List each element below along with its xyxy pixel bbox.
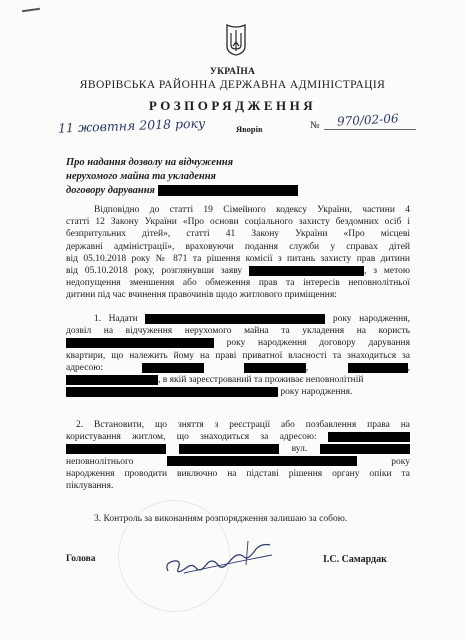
text-line: від 05.10.2018 року № 871 та рішення комісії з питань захисту прав дитини [66, 253, 410, 264]
text-line: квартири, що належить йому на праві приватної власності та знаходиться за [66, 350, 410, 361]
redaction-block [320, 444, 410, 454]
paragraph-point-3: 3. Контроль за виконанням розпорядження залишаю за собою. [94, 514, 348, 524]
text-line [66, 265, 410, 277]
title-line-1: Про надання дозволу на відчуження [66, 157, 234, 168]
text-line [66, 374, 410, 386]
text-line: дитини під час вчинення правочинів щодо житлового приміщення: [66, 290, 337, 301]
text-fragment: неповнолітнього [66, 456, 134, 467]
text-line: дозвіл на відчуження нерухомого майна та укладення на користь [66, 326, 410, 337]
text-line: недопущення зменшення або обмеження прав та інтересів неповнолітньої [66, 278, 410, 289]
text-line: безпритульних дітей», статті 41 Закону України «Про місцеві [66, 229, 410, 240]
title-line-2: нерухомого майна та укладення [66, 171, 216, 182]
text-line: статті 12 Закону України «Про основи соціального захисту бездомних осіб і [66, 217, 410, 228]
redaction-block [328, 432, 410, 442]
signatory-name: І.С. Самардак [323, 554, 387, 565]
scan-artifact-mark [22, 8, 40, 12]
text-fragment: від 05.10.2018 року, розглянувши заяву [66, 266, 243, 277]
handwritten-date: 11 жовтня 2018 року [57, 115, 206, 136]
text-fragment: адресою: [66, 362, 103, 373]
text-line: державні адміністрації», враховуючи подання служби у справах дітей [66, 241, 410, 252]
text-line [66, 337, 410, 349]
signatory-role: Голова [66, 554, 96, 564]
text-fragment: року [391, 456, 410, 467]
text-fragment: , [305, 362, 309, 373]
text-line: народження проводити виключно на підставі рішення органу опіки та [66, 468, 410, 479]
text-fragment: року народження договору дарування [226, 338, 410, 349]
text-line: Відповідно до статті 19 Сімейного кодексу України, частини 4 [94, 205, 410, 215]
redaction-block [244, 362, 309, 373]
text-line: 2. Встановити, що зняття з реєстрації або позбавлення права на [76, 420, 410, 430]
text-fragment: , [407, 362, 410, 373]
text-line: піклування. [66, 481, 114, 492]
country-heading: УКРАЇНА [209, 67, 256, 77]
city-label: Яворів [236, 124, 263, 134]
redaction-block [167, 456, 357, 466]
redaction-block [66, 338, 214, 348]
handwritten-signature [160, 535, 280, 580]
text-fragment: року народження. [280, 387, 353, 398]
text-fragment: 1. Надати [94, 314, 138, 324]
text-line [66, 386, 410, 398]
text-fragment: користування житлом, що знаходиться за адресою: [66, 432, 317, 443]
redaction-block [66, 387, 278, 397]
paragraph-point-1 [66, 313, 410, 398]
title-line-3-text: договору дарування [66, 185, 155, 196]
redaction-block [66, 375, 158, 385]
administration-heading: ЯВОРІВСЬКА РАЙОННА ДЕРЖАВНА АДМІНІСТРАЦІЯ [79, 79, 386, 91]
text-line [66, 443, 410, 455]
text-line [66, 313, 410, 325]
redaction-block [142, 363, 204, 373]
redaction-block [66, 444, 166, 454]
text-fragment: , з метою [364, 266, 410, 277]
text-fragment: року народження, [332, 314, 410, 324]
paragraph-preamble [66, 204, 410, 302]
text-fragment: вул. [291, 444, 308, 455]
text-line [66, 362, 410, 374]
redaction-block [348, 363, 408, 373]
document-title [66, 156, 298, 198]
text-fragment: , в якій зареєстрований та проживає неповнолітній [158, 375, 364, 386]
handwritten-registration-number: 970/02-06 [336, 111, 399, 129]
number-underline [324, 129, 416, 130]
number-label: № [310, 120, 320, 131]
redaction-block [179, 444, 279, 454]
redaction-block [145, 314, 325, 324]
redaction-block [158, 185, 298, 196]
document-type-heading: РОЗПОРЯДЖЕННЯ [148, 98, 317, 113]
title-line-3 [66, 184, 298, 198]
text-line [66, 431, 410, 443]
paragraph-point-2 [66, 419, 410, 492]
redaction-block [249, 266, 364, 276]
trident-emblem-icon [225, 22, 247, 56]
text-line [66, 456, 410, 468]
